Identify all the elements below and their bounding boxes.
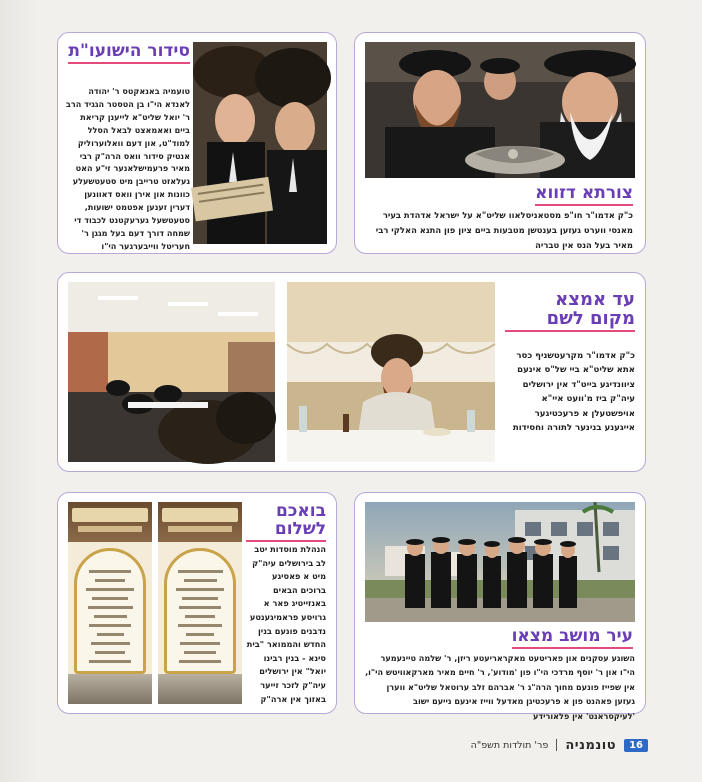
photo-rebbe-at-table-image	[287, 282, 495, 462]
article-card-tzurta	[354, 32, 646, 254]
photo-praying-with-siddur-image	[193, 42, 327, 244]
flyer-left	[68, 502, 152, 704]
article-title-text: בואכם לשלום	[246, 503, 326, 542]
flyer-right-header	[158, 502, 242, 542]
flyer-right-text-lines	[170, 564, 230, 669]
article-title	[65, 43, 190, 64]
article-card-ir-moshav	[354, 492, 646, 721]
flyer-left-sheet	[68, 502, 152, 704]
page-binding-edge	[0, 0, 40, 782]
flyer-right	[158, 502, 242, 704]
parsha-label: פר' תולדות תשפ"ה	[470, 739, 549, 751]
article-title-text: עיר מושב מצאו	[512, 628, 633, 649]
photo-rebbe-blessing-coins-image	[365, 42, 635, 178]
article-title-text: סידור הישועו"ת	[68, 43, 190, 64]
article-body: כ"ק אדמו"ר מקרעטשניף כסר אתא שליט"א ביי של"ס אינעם ציוונדיגע בייט"ד אין ירושלים עיה"ק ביז מ'וועט איי"א אויפשטעלן א פרעכטיגער אייגענע בנינער לתורה וחסידות	[512, 351, 635, 434]
article-body: כ"ק אדמו"ר חו"פ מסטאניסלאוו שליט"א על ישראל אדהדת בעיר מאנסי ווערט געזען בענטשן מטבעות ביים ציון פון התנא האלקי רבי מאיר בעל הנס אין טבריה	[375, 210, 633, 250]
article-body: טועמיה באנאקטס ר' יהודה לאנדא הי"ו בן הטסטר הגגיד הרב ר' יואל שליט"א לייענן קריאת ביים ואאמאצט לבאל הסלל למוד"ט, און דעם וואלוערוליק אנטיק סידור וואס הרה"ק רבי מאיר פרעמישלאנער זי"ע האט געלאזט טרייבן מיט סטעטשעלע כוונות און אירן וואס דאוונען דערין זענען אפטמט ישועות, סטעטשעל גערעקטנט לכבוד די שמחה דורך דעם בעל מגגן ר' חעריטל ווייבערגער הי"ו	[65, 86, 190, 251]
footer-divider	[556, 739, 557, 751]
article-card-boachem	[57, 492, 337, 714]
article-body: השוגע עסקנים און פאריטעט מאקראריעטע ריזן, ר' שלמה טיינעמער הי"ו און ר' יוסף מרדכי הי"ו פון 'מודוע', ר' חיים מאיר מארקאוויטש הי"ו, אין שפייז פונעם מחוך הרה"ג ר' אברהם זלב ערוטאל שליט"א ווערן געזען פאהנט פון א פרעכטיגן מאדעל ווייז אינעם נייעם ישוב 'לעיקסראנט' אין פלאורידע	[365, 653, 635, 721]
photo-hall-gathering	[68, 282, 275, 462]
flyer-left-header	[68, 502, 152, 542]
article-body: הנהלת מוסדות יטב לב בירושלים עיה"ק מיט א פאסיגע ברוכים הבאים באנזייטיג פאר א גרויסע פראמיגענטע נדבנים פונעם בנין החדש והממואר "בית סינא - בנין רבינו יואל" אין ירושלים עיה"ק לזכר זייער באזוך אין ארה"ק	[246, 544, 326, 704]
photo-group-florida	[365, 502, 635, 622]
page-footer	[471, 736, 648, 754]
photo-rebbe-blessing-coins	[365, 42, 635, 178]
photo-rebbe-at-table	[287, 282, 495, 462]
article-card-ad-emtza	[57, 272, 646, 472]
flyer-left-text-lines	[80, 564, 140, 669]
magazine-brand: טונמניה	[565, 737, 617, 753]
flyer-right-building	[158, 674, 242, 704]
article-title	[505, 291, 635, 332]
article-card-siddur	[57, 32, 337, 254]
page-number-badge: 16	[624, 739, 648, 752]
article-title	[512, 628, 633, 649]
article-title-text: עד אמצא מקום לשם	[505, 291, 635, 332]
flyer-left-building	[68, 674, 152, 704]
photo-hall-gathering-image	[68, 282, 275, 462]
article-title: צורתא דזווא	[535, 185, 633, 206]
article-title	[246, 503, 326, 542]
photo-group-florida-image	[365, 502, 635, 622]
photo-praying-with-siddur	[193, 42, 327, 244]
flyer-right-sheet	[158, 502, 242, 704]
